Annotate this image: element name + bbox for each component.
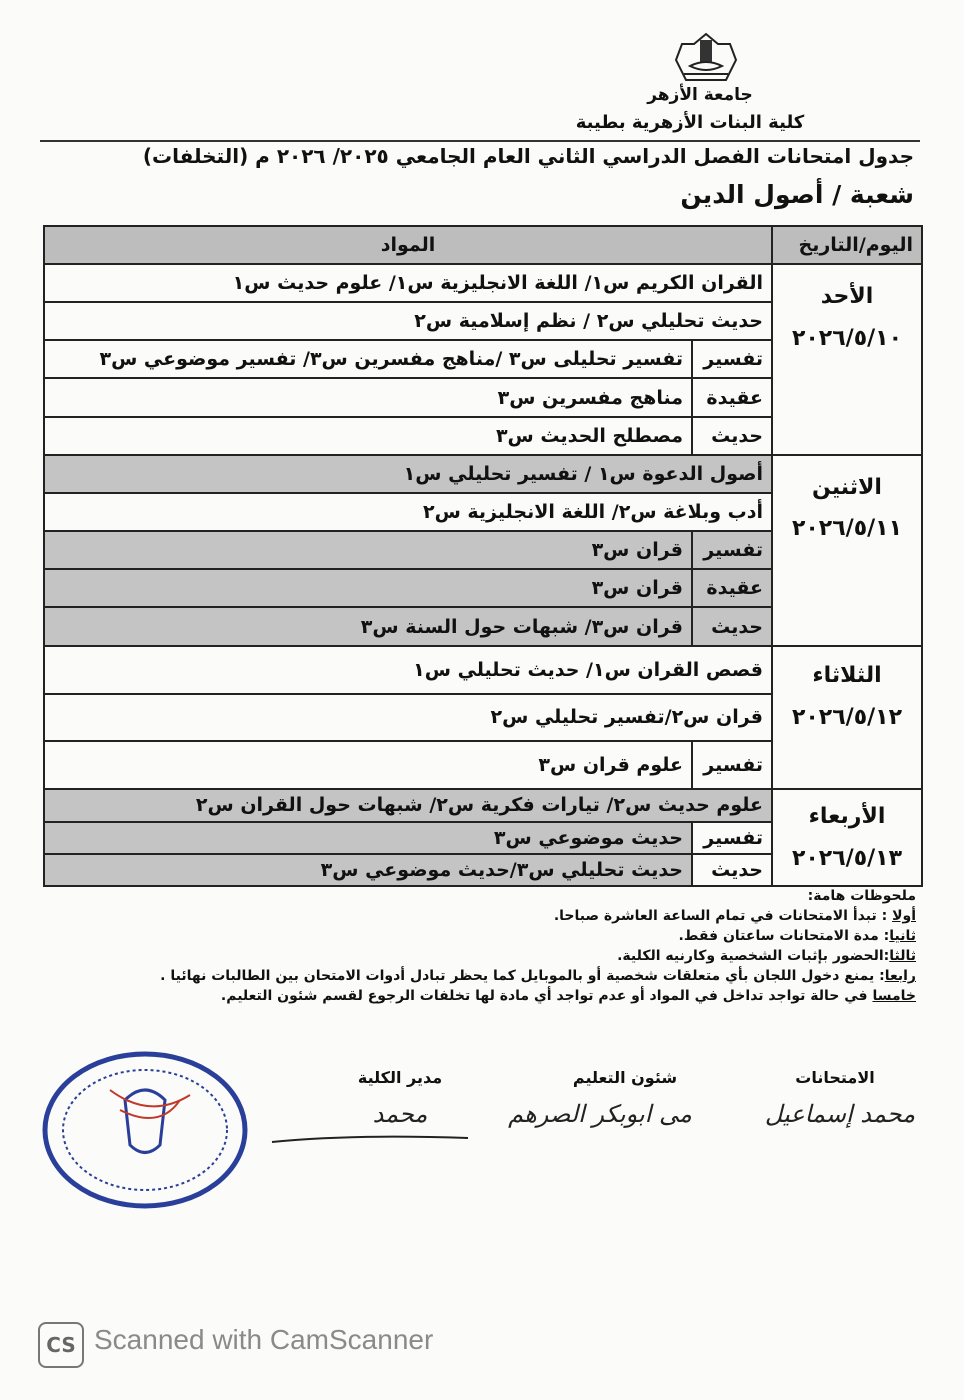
column-header-day: اليوم/التاريخ [772, 226, 922, 264]
day-name: الأربعاء [808, 803, 886, 829]
branch-label: حديث [692, 607, 772, 645]
college-seal-stamp-icon [40, 1050, 250, 1210]
note-item: رابعا: يمنع دخول اللجان بأي متعلقات شخصية أو بالموبايل كما يحظر تبادل أدوات الامتحان بين الطالبات نهائيا . [160, 968, 916, 984]
day-date: ٢٠٢٦/٥/١٠ [791, 325, 903, 351]
general-subjects: أصول الدعوة س١ / تفسير تحليلي س١ [44, 455, 772, 493]
notes-section [40, 886, 916, 1006]
signature-title-dean: مدير الكلية [357, 1068, 443, 1087]
day-cell-tuesday [772, 646, 922, 790]
branch-subjects: قران س٣ [44, 569, 692, 607]
general-subjects: القران الكريم س١/ اللغة الانجليزية س١/ علوم حديث س١ [44, 264, 772, 302]
signature-exams: محمد إسماعيل [764, 1100, 916, 1128]
notes-heading: ملحوظات هامة: [807, 888, 916, 904]
header-rule [40, 140, 920, 142]
branch-label: عقيدة [692, 378, 772, 416]
note-item: أولا : تبدأ الامتحانات في تمام الساعة العاشرة صباحا. [553, 908, 916, 924]
general-subjects: علوم حديث س٢/ تيارات فكرية س٢/ شبهات حول القران س٢ [44, 789, 772, 821]
branch-subjects: علوم قران س٣ [44, 741, 692, 789]
branch-label: حديث [692, 417, 772, 455]
signature-dean: محمد [372, 1100, 428, 1128]
note-item: ثالثا:الحضور بإثبات الشخصية وكارنيه الكلية. [617, 948, 916, 964]
signature-underline [270, 1128, 470, 1148]
branch-label: حديث [692, 854, 772, 886]
university-name: جامعة الأزهر [647, 85, 753, 105]
branch-label: تفسير [692, 531, 772, 569]
camscanner-logo-icon: CS [38, 1322, 84, 1368]
branch-label: عقيدة [692, 569, 772, 607]
branch-subjects: حديث تحليلي س٣/حديث موضوعي س٣ [44, 854, 692, 886]
camscanner-watermark [38, 1322, 558, 1370]
branch-label: تفسير [692, 741, 772, 789]
document-title: جدول امتحانات الفصل الدراسي الثاني العام الجامعي ٢٠٢٥/ ٢٠٢٦ م (التخلفات) [142, 144, 914, 168]
column-header-subjects: المواد [44, 226, 772, 264]
document-subtitle: شعبة / أصول الدين [680, 180, 914, 209]
note-item: ثانيا: مدة الامتحانات ساعتان فقط. [678, 928, 916, 944]
day-name: الثلاثاء [812, 662, 882, 688]
general-subjects: قصص القران س١/ حديث تحليلي س١ [44, 646, 772, 694]
azhar-university-logo-icon [670, 30, 742, 90]
day-cell-sunday [772, 264, 922, 455]
table-row [44, 789, 922, 821]
day-date: ٢٠٢٦/٥/١١ [791, 516, 903, 542]
signature-title-exams: الامتحانات [795, 1068, 875, 1087]
table-row [44, 264, 922, 302]
branch-subjects: قران س٣ [44, 531, 692, 569]
branch-subjects: تفسير تحليلى س٣ /مناهج مفسرين س٣/ تفسير موضوعي س٣ [44, 340, 692, 378]
signature-title-affairs: شئون التعليم [572, 1068, 678, 1087]
table-row [44, 455, 922, 493]
college-name: كلية البنات الأزهرية بطيبة [575, 112, 805, 133]
exam-schedule-table [43, 225, 923, 887]
branch-subjects: مناهج مفسرين س٣ [44, 378, 692, 416]
signature-affairs: مى ابوبكر الصرهم [508, 1100, 692, 1128]
table-header-row [44, 226, 922, 264]
branch-label: تفسير [692, 340, 772, 378]
day-name: الاثنين [812, 474, 882, 500]
general-subjects: حديث تحليلي س٢ / نظم إسلامية س٢ [44, 302, 772, 340]
day-date: ٢٠٢٦/٥/١٣ [791, 845, 903, 871]
day-cell-monday [772, 455, 922, 646]
camscanner-text: Scanned with CamScanner [94, 1324, 434, 1355]
branch-label: تفسير [692, 822, 772, 854]
table-row [44, 646, 922, 694]
day-date: ٢٠٢٦/٥/١٢ [791, 704, 903, 730]
day-name: الأحد [820, 283, 874, 309]
general-subjects: أدب وبلاغة س٢/ اللغة الانجليزية س٢ [44, 493, 772, 531]
branch-subjects: قران س٣/ شبهات حول السنة س٣ [44, 607, 692, 645]
note-item: خامسا في حالة تواجد تداخل في المواد أو عدم تواجد أي مادة لها تخلفات الرجوع لقسم شئون التعليم. [220, 988, 916, 1004]
general-subjects: قران س٢/تفسير تحليلي س٢ [44, 694, 772, 742]
day-cell-wednesday [772, 789, 922, 886]
branch-subjects: مصطلح الحديث س٣ [44, 417, 692, 455]
branch-subjects: حديث موضوعي س٣ [44, 822, 692, 854]
